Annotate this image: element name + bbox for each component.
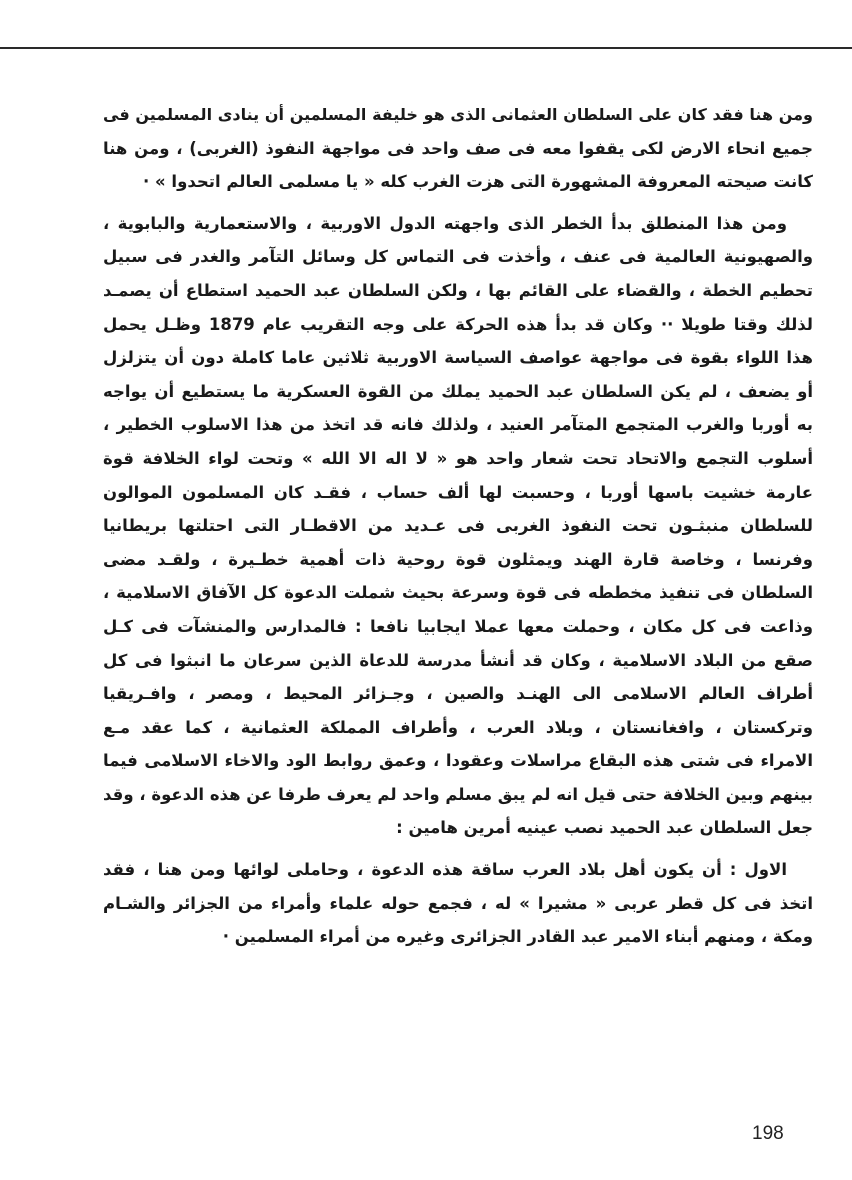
text-line: وتركستان ، وافغانستان ، وبلاد العرب ، وأطراف المملكة العثمانية ، كما عقد مـع [103, 717, 813, 737]
page-body [103, 98, 813, 954]
paragraph-1 [103, 98, 813, 199]
text-line: السلطان فى تنفيذ مخططه فى قوة وسرعة بحيث شملت الدعوة كل الآفاق الاسلامية ، [103, 583, 813, 603]
text-line: أو يضعف ، لم يكن السلطان عبد الحميد يملك من القوة العسكرية ما يستطيع أن يواجه [103, 381, 813, 401]
text-line: للسلطان منبثـون تحت النفوذ الغربى فى عـديد من الاقطـار التى احتلتها بريطانيا [103, 516, 813, 536]
text-line: هذا اللواء بقوة فى مواجهة عواصف السياسة الاوربية ثلاثين عاما كاملة دون أن يتزلزل [103, 348, 813, 368]
text-line: ومن هنا فقد كان على السلطان العثمانى الذى هو خليفة المسلمين أن ينادى المسلمين فى [103, 105, 813, 124]
text-line: لذلك وقتا طويلا ·· وكان قد بدأ هذه الحركة على وجه التقريب عام 1879 وظـل يحمل [103, 314, 813, 334]
text-line: عارمة خشيت باسها أوربا ، وحسبت لها ألف حساب ، فقـد كان المسلمون الموالون [103, 482, 813, 502]
paragraph-3 [103, 853, 813, 954]
text-line: ومكة ، ومنهم أبناء الامير عبد القادر الجزائرى وغيره من أمراء المسلمين · [222, 927, 813, 947]
text-line: أطراف العالم الاسلامى الى الهنـد والصين ، وجـزائر المحيط ، ومصر ، وافـريقيا [103, 684, 813, 704]
text-line: تحطيم الخطة ، والقضاء على القائم بها ، ولكن السلطان عبد الحميد استطاع أن يصمـد [103, 280, 813, 300]
text-line: وذاعت فى كل مكان ، وحملت معها عملا ايجابيا نافعا : فالمدارس والمنشآت فى كـل [103, 616, 813, 636]
paragraph-gap [103, 845, 813, 853]
text-line: اتخذ فى كل قطر عربى « مشيرا » له ، فجمع حوله علماء وأمراء من الجزائر والشـام [103, 893, 813, 913]
text-line: الامراء فى شتى هذه البقاع مراسلات وعقودا ، وعمق روابط الود والاخاء الاسلامى فيما [103, 751, 813, 771]
page-number: 198 [752, 1123, 784, 1144]
text-line: به أوربا والغرب المتجمع المتآمر العنيد ، ولذلك فانه قد اتخذ من هذا الاسلوب الخطير ، [103, 415, 813, 435]
text-line: كانت صيحته المعروفة المشهورة التى هزت الغرب كله « يا مسلمى العالم اتحدوا » · [143, 172, 813, 192]
text-line: جميع انحاء الارض لكى يقفوا معه فى صف واحد فى مواجهة النفوذ (الغربى) ، ومن هنا [103, 138, 813, 158]
text-line: وفرنسا ، وخاصة قارة الهند ويمثلون قوة روحية ذات أهمية خطـيرة ، ولقـد مضى [103, 549, 813, 569]
top-rule [0, 47, 852, 49]
text-line: جعل السلطان عبد الحميد نصب عينيه أمرين هامين : [396, 818, 813, 838]
text-line: والصهيونية العالمية فى عنف ، وأخذت فى التماس كل وسائل التآمر والغدر فى سبيل [103, 247, 813, 267]
paragraph-gap [103, 199, 813, 207]
text-line: أسلوب التجمع والاتحاد تحت شعار واحد هو « لا اله الا الله » وتحت لواء الخلافة قوة [103, 448, 813, 468]
paragraph-2 [103, 207, 813, 845]
text-line: بينهم وبين الخلافة حتى قيل انه لم يبق مسلم واحد لم يعرف طرفا عن هذه الدعوة ، وقد [103, 784, 813, 804]
text-line: ومن هذا المنطلق بدأ الخطر الذى واجهته الدول الاوربية ، والاستعمارية والبابوية ، [103, 213, 787, 233]
text-line: الاول : أن يكون أهل بلاد العرب ساقة هذه الدعوة ، وحاملى لوائها ومن هنا ، فقد [103, 860, 787, 880]
text-line: صقع من البلاد الاسلامية ، وكان قد أنشأ مدرسة للدعاة الذين سرعان ما انبثوا فى كل [103, 650, 813, 670]
